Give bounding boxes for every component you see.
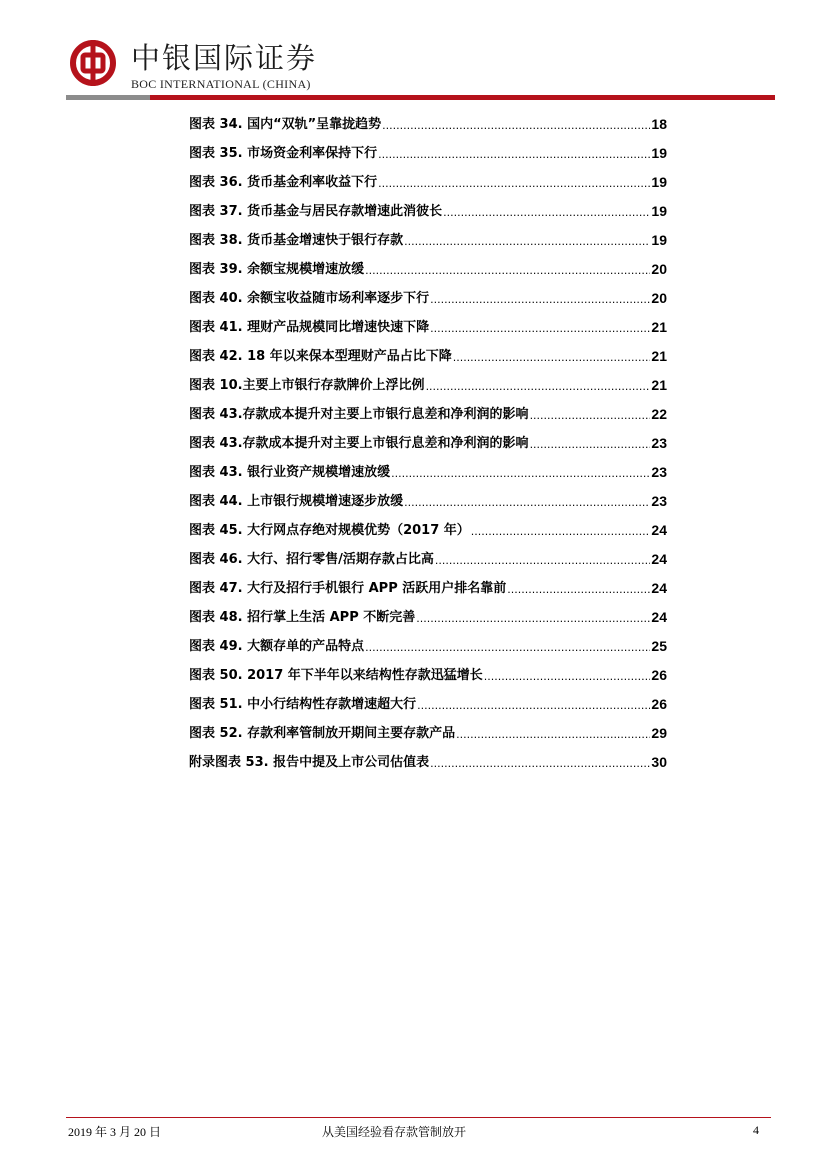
toc-entry-title: 图表 37. 货币基金与居民存款增速此消彼长 <box>189 204 443 219</box>
toc-dot-leader <box>404 235 650 248</box>
toc-dot-leader <box>378 148 650 161</box>
toc-dot-leader <box>484 670 651 683</box>
toc-entry-page: 24 <box>651 522 667 538</box>
toc-dot-leader <box>365 641 650 654</box>
toc-entry[interactable] <box>189 335 667 364</box>
toc-entry[interactable] <box>189 480 667 509</box>
footer-rule <box>66 1117 771 1118</box>
toc-entry[interactable] <box>189 712 667 741</box>
toc-entry-title: 图表 43.存款成本提升对主要上市银行息差和净利润的影响 <box>189 407 529 422</box>
toc-entry[interactable] <box>189 538 667 567</box>
toc-entry-title: 图表 35. 市场资金利率保持下行 <box>189 146 378 161</box>
page-header <box>0 0 827 104</box>
toc-entry[interactable] <box>189 625 667 654</box>
toc-entry-page: 18 <box>651 116 667 132</box>
toc-entry-page: 21 <box>651 348 667 364</box>
toc-dot-leader <box>426 380 651 393</box>
toc-entry-title: 图表 40. 余额宝收益随市场利率逐步下行 <box>189 291 430 306</box>
toc-dot-leader <box>404 496 650 509</box>
toc-entry-title: 图表 34. 国内“双轨”呈靠拢趋势 <box>189 117 382 132</box>
toc-entry[interactable] <box>189 190 667 219</box>
brand-name-chinese: 中银国际证券 <box>131 41 318 75</box>
toc-entry-page: 24 <box>651 609 667 625</box>
toc-entry-page: 23 <box>651 464 667 480</box>
toc-entry-title: 图表 52. 存款利率管制放开期间主要存款产品 <box>189 726 456 741</box>
toc-entry[interactable] <box>189 596 667 625</box>
toc-dot-leader <box>416 612 650 625</box>
toc-dot-leader <box>391 467 650 480</box>
toc-entry-title: 图表 10.主要上市银行存款牌价上浮比例 <box>189 378 425 393</box>
toc-entry-page: 23 <box>651 493 667 509</box>
footer-page-number: 4 <box>753 1123 759 1137</box>
toc-dot-leader <box>430 293 650 306</box>
toc-entry[interactable] <box>189 741 667 770</box>
toc-entry-title: 图表 46. 大行、招行零售/活期存款占比高 <box>189 552 434 567</box>
toc-entry-page: 26 <box>651 667 667 683</box>
toc-entry[interactable] <box>189 103 667 132</box>
footer-date: 2019 年 3 月 20 日 <box>68 1125 162 1139</box>
toc-dot-leader <box>507 583 650 596</box>
toc-entry-page: 24 <box>651 580 667 596</box>
toc-entry[interactable] <box>189 567 667 596</box>
toc-dot-leader <box>530 409 651 422</box>
toc-entry-page: 30 <box>651 754 667 770</box>
toc-entry-title: 图表 50. 2017 年下半年以来结构性存款迅猛增长 <box>189 668 483 683</box>
toc-dot-leader <box>530 438 651 451</box>
toc-dot-leader <box>453 351 651 364</box>
toc-entry-title: 图表 48. 招行掌上生活 APP 不断完善 <box>189 610 416 625</box>
toc-entry[interactable] <box>189 451 667 480</box>
toc-entry-title: 图表 45. 大行网点存绝对规模优势（2017 年） <box>189 523 470 538</box>
toc-dot-leader <box>471 525 651 538</box>
toc-entry-title: 图表 43. 银行业资产规模增速放缓 <box>189 465 391 480</box>
toc-entry-title: 图表 42. 18 年以来保本型理财产品占比下降 <box>189 349 452 364</box>
toc-entry-page: 20 <box>651 290 667 306</box>
table-of-figures <box>189 103 667 770</box>
toc-entry-page: 29 <box>651 725 667 741</box>
toc-entry[interactable] <box>189 161 667 190</box>
toc-dot-leader <box>382 119 650 132</box>
header-rule-grey <box>66 95 150 100</box>
toc-entry-page: 20 <box>651 261 667 277</box>
toc-entry[interactable] <box>189 306 667 335</box>
toc-entry[interactable] <box>189 422 667 451</box>
toc-entry[interactable] <box>189 393 667 422</box>
brand-name-english: BOC INTERNATIONAL (CHINA) <box>131 77 311 91</box>
toc-entry-page: 26 <box>651 696 667 712</box>
boc-logo-icon <box>70 40 116 86</box>
toc-entry-page: 19 <box>651 174 667 190</box>
toc-dot-leader <box>417 699 650 712</box>
toc-entry-page: 25 <box>651 638 667 654</box>
toc-entry[interactable] <box>189 364 667 393</box>
toc-entry-title: 图表 47. 大行及招行手机银行 APP 活跃用户排名靠前 <box>189 581 507 596</box>
toc-entry-page: 19 <box>651 145 667 161</box>
toc-entry-page: 23 <box>651 435 667 451</box>
toc-dot-leader <box>443 206 650 219</box>
toc-entry-title: 图表 38. 货币基金增速快于银行存款 <box>189 233 404 248</box>
toc-entry-title: 图表 39. 余额宝规模增速放缓 <box>189 262 365 277</box>
toc-entry-title: 图表 36. 货币基金利率收益下行 <box>189 175 378 190</box>
toc-dot-leader <box>430 757 650 770</box>
toc-entry[interactable] <box>189 277 667 306</box>
toc-entry-title: 图表 41. 理财产品规模同比增速快速下降 <box>189 320 430 335</box>
toc-entry[interactable] <box>189 654 667 683</box>
toc-entry-page: 24 <box>651 551 667 567</box>
toc-entry-title: 图表 51. 中小行结构性存款增速超大行 <box>189 697 417 712</box>
toc-entry-title: 图表 43.存款成本提升对主要上市银行息差和净利润的影响 <box>189 436 529 451</box>
toc-dot-leader <box>435 554 651 567</box>
toc-entry[interactable] <box>189 248 667 277</box>
toc-dot-leader <box>365 264 650 277</box>
toc-entry-title: 图表 49. 大额存单的产品特点 <box>189 639 365 654</box>
header-rule-red <box>150 95 775 100</box>
toc-entry[interactable] <box>189 509 667 538</box>
toc-dot-leader <box>430 322 650 335</box>
toc-entry-title: 附录图表 53. 报告中提及上市公司估值表 <box>189 755 430 770</box>
toc-dot-leader <box>378 177 650 190</box>
toc-entry[interactable] <box>189 683 667 712</box>
toc-entry-page: 19 <box>651 203 667 219</box>
toc-entry-page: 19 <box>651 232 667 248</box>
toc-entry-page: 21 <box>651 319 667 335</box>
toc-dot-leader <box>456 728 650 741</box>
toc-entry-page: 22 <box>651 406 667 422</box>
footer-report-title: 从美国经验看存款管制放开 <box>322 1125 467 1139</box>
toc-entry[interactable] <box>189 132 667 161</box>
toc-entry[interactable] <box>189 219 667 248</box>
toc-entry-title: 图表 44. 上市银行规模增速逐步放缓 <box>189 494 404 509</box>
toc-entry-page: 21 <box>651 377 667 393</box>
